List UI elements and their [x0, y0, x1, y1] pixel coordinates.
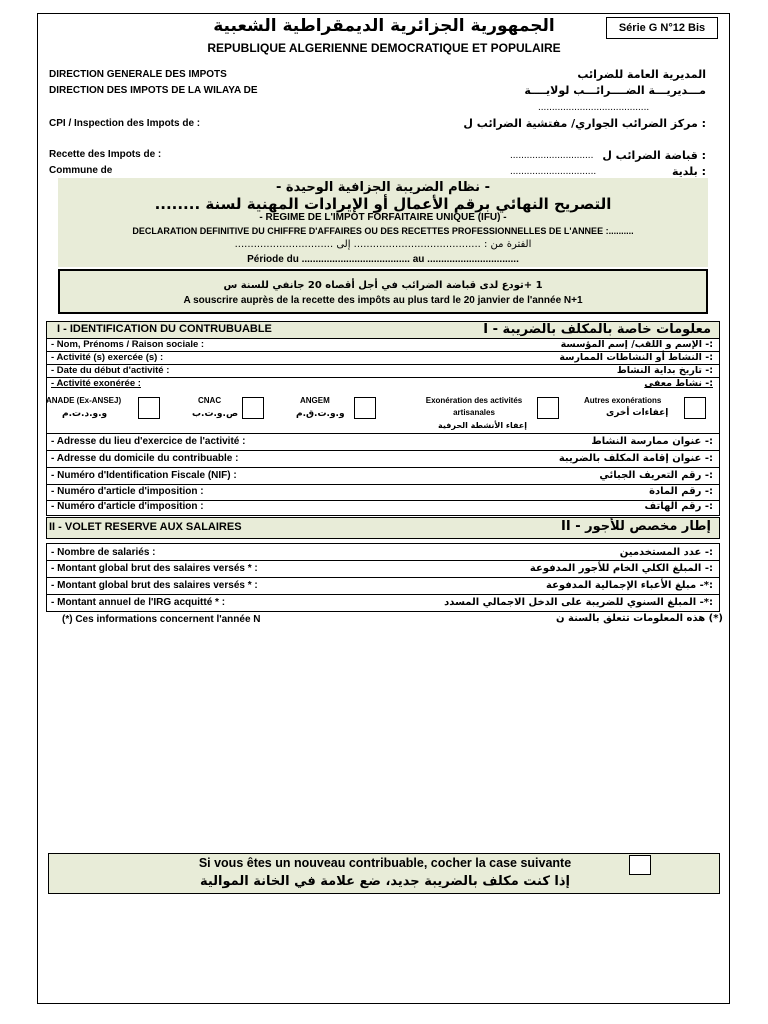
exo-angem-label: ANGEM — [300, 396, 330, 405]
row-adresse-domicile[interactable] — [46, 451, 720, 468]
section1-title-ar: معلومات خاصة بالمكلف بالضريبة - I — [483, 322, 711, 337]
section1-header — [46, 321, 720, 339]
di-label-ar: مـــديريـــة الضــــرائـــب لولايــــة — [524, 84, 706, 97]
section2-title-fr: II - VOLET RESERVE AUX SALAIRES — [49, 521, 242, 533]
declaration-title-ar: التصريح النهائي برقم الأعمال أو الإيرادات المهنية لسنة ........ — [154, 195, 612, 213]
row-label-fr: - Date du début d'activité : — [51, 365, 170, 376]
row-activite[interactable] — [46, 352, 720, 365]
exo-anade-label: ANADE (Ex-ANSEJ) — [46, 396, 122, 405]
exo-cnac-label: CNAC — [198, 396, 222, 405]
exo-artisanales-checkbox[interactable] — [537, 397, 559, 419]
row-label-fr: - Adresse du domicile du contribuable : — [51, 453, 239, 464]
row-irg-acquitte[interactable] — [46, 595, 720, 612]
exo-autres-label: Autres exonérations — [584, 396, 662, 405]
row-label-ar: :- تاريخ بداية النشاط — [616, 365, 713, 376]
section2-title-ar: إطار مخصص للأجور - II — [561, 519, 711, 534]
deadline-fr: A souscrire auprès de la recette des impôts au plus tard le 20 janvier de l'année N+1 — [183, 295, 583, 306]
new-contributor-box — [48, 853, 720, 894]
deadline-notice — [58, 269, 708, 314]
row-label-ar: :- رقم المادة — [649, 486, 713, 497]
row-adresse-activite[interactable] — [46, 434, 720, 451]
exo-autres-checkbox[interactable] — [684, 397, 706, 419]
exo-angem-ar: و.و.ت.ق.م — [296, 409, 345, 419]
row-label-fr: - Numéro d'Identification Fiscale (NIF) : — [51, 470, 237, 481]
recette-label-ar: : قباضة الضرائب ل — [602, 149, 706, 162]
commune-label-fr: Commune de — [49, 165, 113, 176]
row-charges-globales[interactable] — [46, 578, 720, 595]
row-label-fr: - Montant global brut des salaires versés * : — [51, 563, 258, 574]
row-label-ar: :- رقم الهاتف — [644, 501, 713, 512]
note-fr: (*) Ces informations concernent l'année N — [62, 614, 261, 625]
row-label-ar: :- نشاط معفى — [644, 378, 713, 389]
row-label-ar: :*- المبلغ السنوي للضريبة على الدخل الاجمالي المسدد — [444, 597, 713, 608]
row-label-ar: :- المبلغ الكلي الخام للأجور المدفوعة — [529, 563, 713, 574]
declaration-title-fr: DECLARATION DEFINITIVE DU CHIFFRE D'AFFAIRES OU DES RECETTES PROFESSIONNELLES DE L'ANNEE :.......... — [132, 226, 634, 236]
regime-title-fr: - REGIME DE L'IMPOT FORFAITAIRE UNIQUE (IFU) - — [259, 212, 507, 223]
periode-fr[interactable]: Période du ....................................... au ................................. — [247, 254, 519, 265]
row-label-fr: - Montant global brut des salaires versés * : — [51, 580, 258, 591]
row-label-ar: :- رقم التعريف الجبائي — [599, 470, 713, 481]
row-label-fr: - Activité (s) exercée (s) : — [51, 352, 164, 363]
exo-artisanales-ar: إعفاء الأنشطة الحرفية — [438, 421, 527, 430]
row-label-fr: - Numéro d'article d'imposition : — [51, 501, 204, 512]
title-french: REPUBLIQUE ALGERIENNE DEMOCRATIQUE ET POPULAIRE — [207, 41, 561, 55]
dg-label-ar: المديرية العامة للضرائب — [577, 68, 706, 81]
cpi-label-fr: CPI / Inspection des Impots de : — [49, 118, 201, 129]
wilaya-field[interactable]: ........................................ — [538, 102, 650, 113]
row-label-fr: - Montant annuel de l'IRG acquitté * : — [51, 597, 226, 608]
exo-autres-ar: إعفاءات أخرى — [606, 408, 669, 418]
title-arabic: الجمهورية الجزائرية الديمقراطية الشعبية — [213, 16, 555, 36]
section2-header — [46, 517, 720, 539]
row-label-ar: :*- مبلغ الأعباء الإجمالية المدفوعة — [546, 580, 713, 591]
row-nif[interactable] — [46, 468, 720, 485]
row-telephone[interactable] — [46, 501, 720, 516]
row-label-fr: - Adresse du lieu d'exercice de l'activité : — [51, 436, 246, 447]
row-label-fr: - Activité exonérée : — [51, 378, 141, 389]
commune-label-ar: : بلدية — [671, 165, 706, 178]
recette-label-fr: Recette des Impots de : — [49, 149, 162, 160]
exo-angem-checkbox[interactable] — [354, 397, 376, 419]
serie-badge: Série G N°12 Bis — [606, 17, 718, 39]
exo-cnac-ar: ص.و.ت.ب — [192, 409, 239, 419]
note-ar: (*) هذه المعلومات تتعلق بالسنة ن — [556, 613, 723, 624]
cpi-label-ar: : مركز الضرائب الجواري/ مفتشية الضرائب ل — [463, 117, 706, 130]
row-nom[interactable] — [46, 339, 720, 352]
new-contributor-fr: Si vous êtes un nouveau contribuable, cocher la case suivante — [198, 856, 572, 870]
commune-field[interactable]: ............................... — [510, 166, 597, 177]
dg-label-fr: DIRECTION GENERALE DES IMPOTS — [49, 69, 227, 80]
di-label-fr: DIRECTION DES IMPOTS DE LA WILAYA DE — [49, 85, 258, 96]
row-date-debut[interactable] — [46, 365, 720, 378]
row-label-ar: :- النشاط أو النشاطات الممارسة — [559, 352, 713, 363]
declaration-block — [58, 178, 708, 267]
row-nombre-salaries[interactable] — [46, 543, 720, 561]
row-label-fr: - Nom, Prénoms / Raison sociale : — [51, 339, 205, 350]
deadline-ar: 1 +تودع لدى قباضة الضرائب في أجل أقصاه 20 جانفي للسنة س — [223, 280, 543, 291]
recette-field[interactable]: .............................. — [510, 150, 594, 161]
row-label-ar: :- الإسم و اللقب/ إسم المؤسسة — [560, 339, 713, 350]
row-label-fr: - Nombre de salariés : — [51, 547, 156, 558]
section1-title-fr: I - IDENTIFICATION DU CONTRUBUABLE — [57, 323, 272, 335]
exo-anade-checkbox[interactable] — [138, 397, 160, 419]
exo-anade-ar: و.و.د.ت.م — [62, 409, 108, 419]
row-label-ar: :- عنوان إقامة المكلف بالضريبة — [558, 453, 713, 464]
row-label-ar: :- عنوان ممارسة النشاط — [591, 436, 713, 447]
row-label-fr: - Numéro d'article d'imposition : — [51, 486, 204, 497]
new-contributor-checkbox[interactable] — [629, 855, 651, 875]
row-salaires-bruts[interactable] — [46, 561, 720, 578]
declaration-garbled-ar: - نظام الضريبة الجزافية الوحيدة - — [276, 180, 490, 195]
exo-artisanales-label: Exonération des activités artisanales — [425, 396, 523, 417]
new-contributor-ar: إذا كنت مكلف بالضريبة جديد، ضع علامة في الخانة الموالية — [199, 874, 571, 889]
exo-cnac-checkbox[interactable] — [242, 397, 264, 419]
row-article[interactable] — [46, 485, 720, 501]
row-label-ar: :- عدد المستخدمين — [619, 547, 713, 558]
periode-ar: الفترة من : ........................................ إلى ............................... — [234, 239, 532, 250]
